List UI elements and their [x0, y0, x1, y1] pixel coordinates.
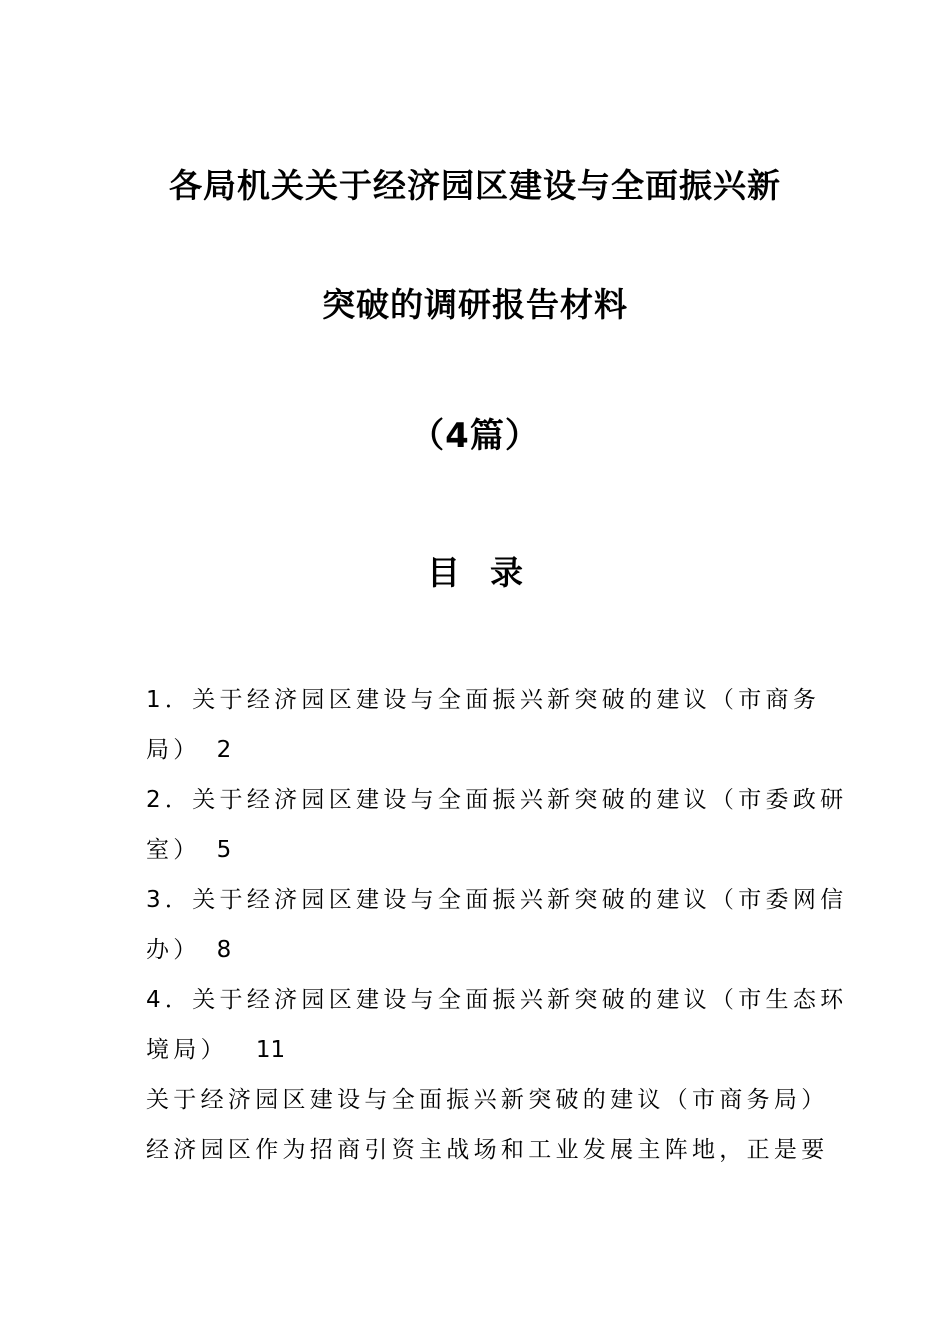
toc-entry-4-suffix: 境局）: [146, 1037, 228, 1063]
toc-entry-3-line-2: [146, 935, 806, 965]
toc-entry-2-line-2: [146, 835, 806, 865]
toc-heading-char-2: 录: [490, 553, 523, 592]
document-title-count: （4篇）: [410, 416, 540, 456]
toc-entry-1-page: 2: [216, 737, 232, 763]
toc-heading-char-1: 目: [427, 553, 460, 592]
toc-entry-1-line-1: 1．关于经济园区建设与全面振兴新突破的建议（市商务: [146, 687, 821, 713]
toc-entry-2-suffix: 室）: [146, 837, 201, 863]
toc-entry-3-suffix: 办）: [146, 937, 201, 963]
document-title-line-1: 各局机关关于经济园区建设与全面振兴新: [169, 166, 781, 205]
toc-heading: [0, 547, 950, 594]
document-title-line-2: 突破的调研报告材料: [322, 285, 628, 324]
toc-entry-1-suffix: 局）: [146, 737, 201, 763]
toc-entry-2-page: 5: [216, 837, 232, 863]
section-title: 关于经济园区建设与全面振兴新突破的建议（市商务局）: [146, 1087, 829, 1113]
toc-entry-2-line-1: 2．关于经济园区建设与全面振兴新突破的建议（市委政研: [146, 787, 848, 813]
toc-entry-1-line-2: [146, 735, 806, 765]
paragraph-start: 经济园区作为招商引资主战场和工业发展主阵地，正是要: [146, 1137, 829, 1163]
toc-entry-4-line-2: [146, 1035, 806, 1065]
toc-entry-3-line-1: 3．关于经济园区建设与全面振兴新突破的建议（市委网信: [146, 887, 848, 913]
toc-entry-4-page: 11: [255, 1037, 286, 1063]
toc-entry-3-page: 8: [216, 937, 232, 963]
toc-entry-4-line-1: 4．关于经济园区建设与全面振兴新突破的建议（市生态环: [146, 987, 848, 1013]
